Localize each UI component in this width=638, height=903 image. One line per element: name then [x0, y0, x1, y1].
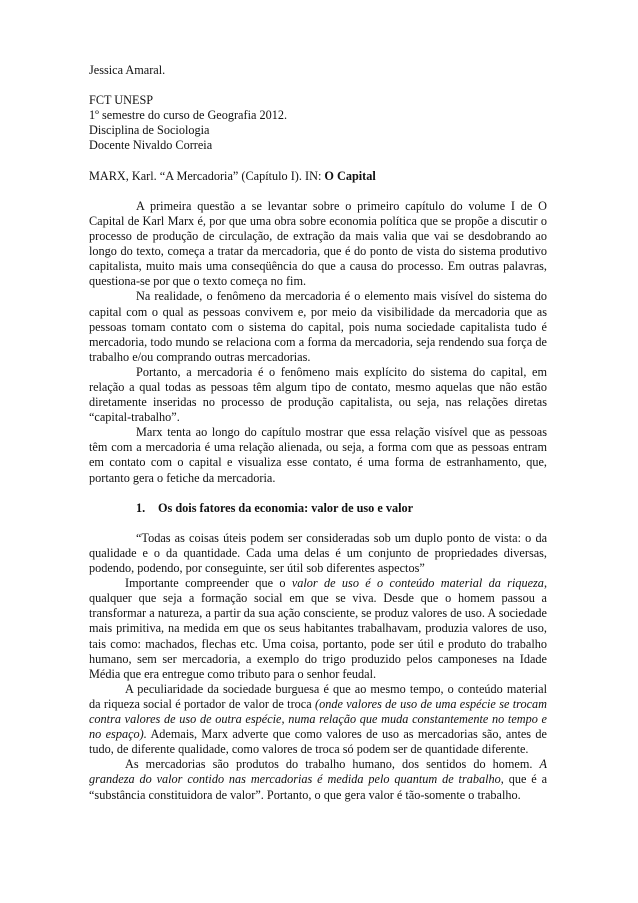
document-page	[89, 63, 547, 803]
use-value-paragraph	[89, 576, 547, 682]
section-heading	[89, 501, 547, 516]
text-run: Importante compreender que o	[125, 576, 292, 591]
emphasis-run: A grandeza do valor contido nas mercadorias é medida pelo quantum de trabalho	[89, 757, 547, 787]
spacer	[89, 184, 547, 199]
bibliographic-reference	[89, 169, 547, 184]
discipline: Disciplina de Sociologia	[89, 123, 210, 138]
section-number: 1.	[136, 500, 146, 515]
spacer	[89, 486, 547, 501]
reference-prefix: MARX, Karl. “A Mercadoria” (Capítulo I). IN:	[89, 168, 325, 183]
spacer	[89, 154, 547, 169]
reference-title: O Capital	[324, 168, 376, 183]
section-title: Os dois fatores da economia: valor de uso e valor	[158, 500, 414, 515]
spacer	[89, 78, 547, 93]
intro-paragraph-4: Marx tenta ao longo do capítulo mostrar que essa relação visível que as pessoas têm com a mercadoria é uma relação alienada, ou seja, a forma com que as pessoas entram em contato com o capital e visualiza esse contato, é uma forma de estranhamento, que, portanto gera o fetiche da mercadoria.	[89, 425, 547, 485]
emphasis-run: valor de uso é o conteúdo material da riqueza	[291, 576, 544, 591]
emphasis-run: (onde valores de uso de uma espécie se trocam contra valores de uso de outra espécie, numa relação que muda constantemente no tempo e no espaço).	[89, 696, 547, 742]
institution: FCT UNESP	[89, 93, 154, 108]
spacer	[89, 516, 547, 531]
intro-paragraph-3: Portanto, a mercadoria é o fenômeno mais explícito do sistema do capital, em relação a qual todas as pessoas têm algum tipo de contato, mesmo aquelas que não estão diretamente inseridas no processo de produção capitalista, ou seja, nas relações diretas “capital-trabalho”.	[89, 364, 547, 425]
text-run: As mercadorias são produtos do trabalho humano, dos sentidos do homem.	[125, 757, 540, 772]
text-run: , que é a “substância constituidora de valor”. Portanto, o que gera valor é tão-somente o trabalho.	[89, 772, 548, 802]
commodities-paragraph	[89, 757, 547, 802]
quote-paragraph: “Todas as coisas úteis podem ser consideradas sob um duplo ponto de vista: o da qualidade e o da quantidade. Cada uma delas é um conjunto de propriedades diversas, podendo, podendo, por conseguinte, ser útil sob diferentes aspectos”	[89, 530, 547, 576]
author-name: Jessica Amaral.	[89, 63, 166, 77]
intro-paragraph-1: A primeira questão a se levantar sobre o primeiro capítulo do volume I de O Capital de Karl Marx é, por que uma obra sobre economia política que se propõe a discutir o processo de produção de circulação, de extração da mais valia que vai se desdobrando ao longo do texto, começa a tratar da mercadoria, que é do ponto de vista do sistema produtivo capitalista, muito mais uma conseqüência do que a causa do processo. Em outras palavras, questiona-se por que o texto começa no fim.	[89, 198, 547, 289]
teacher: Docente Nivaldo Correia	[89, 138, 213, 153]
bourgeois-society-paragraph	[89, 682, 547, 757]
intro-paragraph-2: Na realidade, o fenômeno da mercadoria é o elemento mais visível do sistema do capital com o qual as pessoas convivem e, por meio da visibilidade da mercadoria que as pessoas tomam contato com o sistema do capital, pois numa sociedade capitalista tudo é mercadoria, todo mundo se relaciona com a forma da mercadoria, seja rendendo sua força de trabalho e/ou comprando outras mercadorias.	[89, 289, 547, 364]
course-info: 1º semestre do curso de Geografia 2012.	[89, 108, 288, 123]
text-run: Ademais, Marx adverte que como valores de uso as mercadorias são, antes de tudo, de diferente qualidade, como valores de troca só podem ser de quantidade diferente.	[89, 727, 547, 757]
text-run: A peculiaridade da sociedade burguesa é que ao mesmo tempo, o conteúdo material da riqueza social é portador de valor de troca	[89, 681, 547, 711]
text-run: , qualquer que seja a formação social em que se viva. Desde que o homem passou a transformar a natureza, a partir da sua ação consciente, se produz valores de uso. A sociedade mais primitiva, na medida em que os seus habitantes trabalhavam, produzia valores de uso, tais como: machados, flechas etc. Uma coisa, portanto, pode ser útil e produto do trabalho humano, sem ser mercadoria, a exemplo do trigo produzido pelos camponeses na Idade Média que era entregue como tributo para o senhor feudal.	[89, 576, 547, 681]
